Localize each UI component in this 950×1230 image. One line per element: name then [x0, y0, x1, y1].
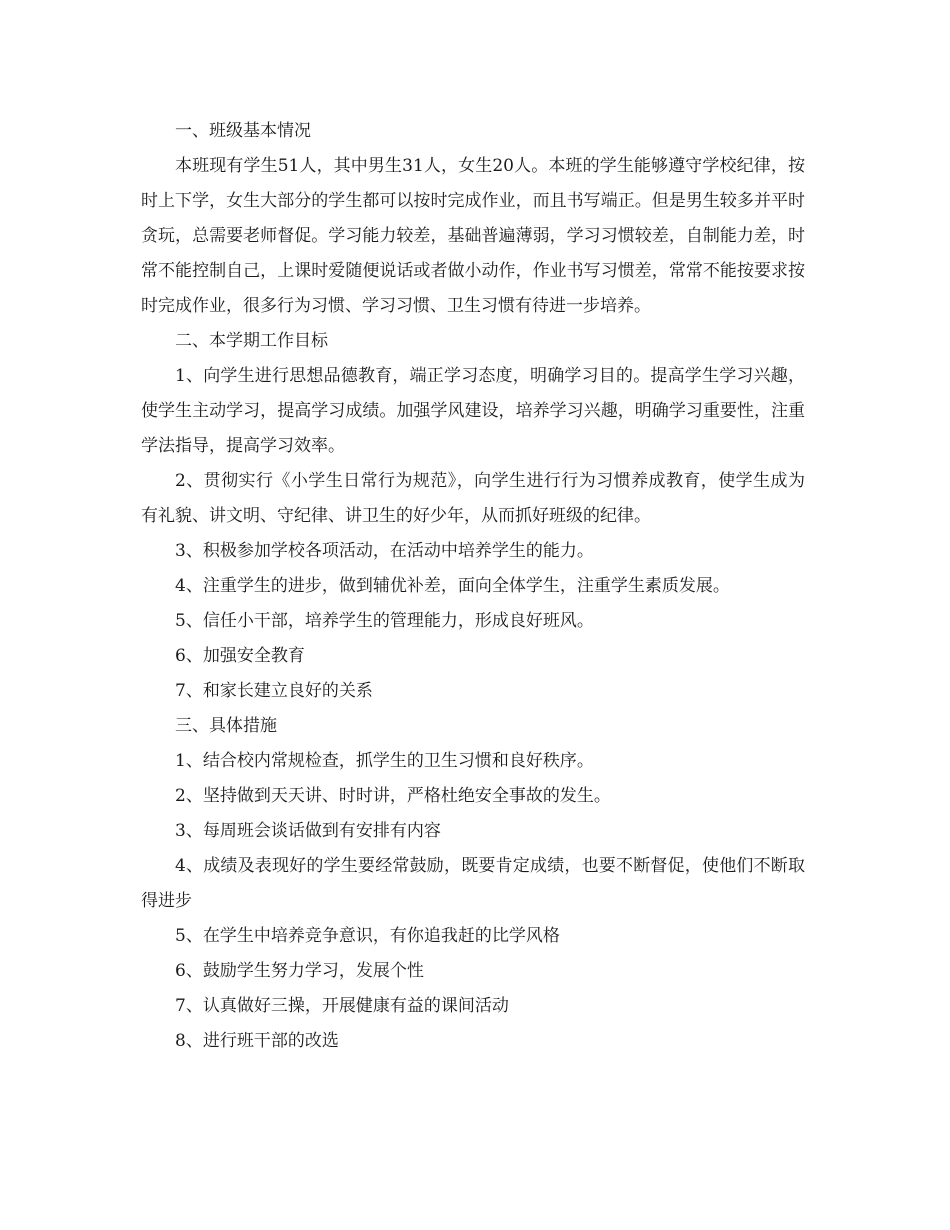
goal-item: 7、和家长建立良好的关系 [175, 681, 373, 701]
goal-item: 4、注重学生的进步，做到辅优补差，面向全体学生，注重学生素质发展。 [175, 576, 730, 596]
measure-item: 4、成绩及表现好的学生要经常鼓励，既要肯定成绩，也要不断督促，使他们不断取得进步 [141, 856, 805, 911]
goal-item: 6、加强安全教育 [175, 646, 305, 666]
goal-item: 1、向学生进行思想品德教育，端正学习态度，明确学习目的。提高学生学习兴趣，使学生主动学习，提高学习成绩。加强学风建设，培养学习兴趣，明确学习重要性，注重学法指导，提高学习效率。 [141, 366, 805, 456]
document-page [141, 114, 805, 1059]
goal-item: 3、积极参加学校各项活动，在活动中培养学生的能力。 [175, 541, 594, 561]
goal-item: 2、贯彻实行《小学生日常行为规范》，向学生进行行为习惯养成教育，使学生成为有礼貌、讲文明、守纪律、讲卫生的好少年，从而抓好班级的纪律。 [141, 471, 805, 526]
measure-item: 3、每周班会谈话做到有安排有内容 [175, 821, 441, 841]
measure-item: 2、坚持做到天天讲、时时讲，严格杜绝安全事故的发生。 [175, 786, 611, 806]
measure-item: 8、进行班干部的改选 [175, 1031, 339, 1051]
measure-item: 1、结合校内常规检查，抓学生的卫生习惯和良好秩序。 [175, 751, 594, 771]
goal-item: 5、信任小干部，培养学生的管理能力，形成良好班风。 [175, 611, 594, 631]
section-heading-goals: 二、本学期工作目标 [175, 331, 328, 351]
class-situation-paragraph: 本班现有学生51人，其中男生31人，女生20人。本班的学生能够遵守学校纪律，按时上下学，女生大部分的学生都可以按时完成作业，而且书写端正。但是男生较多并平时贪玩，总需要老师督促。学习能力较差，基础普遍薄弱，学习习惯较差，自制能力差，时常不能控制自己，上课时爱随便说话或者做小动作，作业书写习惯差，常常不能按要求按时完成作业，很多行为习惯、学习习惯、卫生习惯有待进一步培养。 [141, 156, 805, 316]
measure-item: 7、认真做好三操，开展健康有益的课间活动 [175, 996, 509, 1016]
section-heading-class-situation: 一、班级基本情况 [175, 121, 311, 141]
measure-item: 5、在学生中培养竞争意识，有你追我赶的比学风格 [175, 926, 560, 946]
measure-item: 6、鼓励学生努力学习，发展个性 [175, 961, 424, 981]
section-heading-measures: 三、具体措施 [175, 716, 277, 736]
